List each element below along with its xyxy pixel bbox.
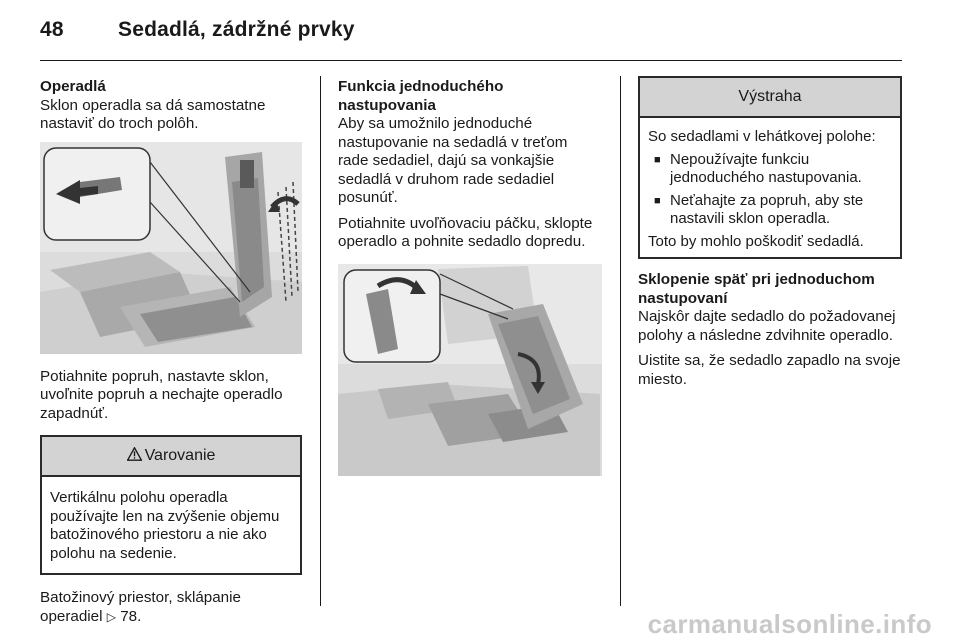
cross-reference: Batožinový priestor, sklápanie operadiel ▷ 78. [40,589,241,625]
section-heading: Operadlá [40,78,106,95]
paragraph: Najskôr dajte sedadlo do požadovanej polohy a následne zdvihnite operadlo. [638,308,896,344]
warning-text: Vertikálnu polohu operadla používajte len na zvýšenie objemu batožinového priestoru a nie ako polohu na sedenie. [50,489,280,562]
page-title: Sedadlá, zádržné prvky [118,18,355,41]
header-rule [40,60,902,61]
caution-title: Výstraha [640,78,900,118]
bullet-square-icon: ■ [654,153,661,166]
watermark: carmanualsonline.info [647,609,932,639]
paragraph: Aby sa umožnilo jednoduché nastupovanie na sedadlá v treťom rade sedadiel, dajú sa vonkajšie sedadlá v druhom rade sedadiel posunúť. [338,115,568,206]
warning-title: Varovanie [42,437,300,477]
page-number: 48 [40,18,64,41]
arrow-reference-icon: ▷ [106,609,116,624]
column-3 [638,76,902,389]
reference-page-link[interactable]: 78. [120,607,142,625]
bullet-square-icon: ■ [654,194,661,207]
paragraph: Potiahnite uvoľňovaciu páčku, sklopte operadlo a pohnite sedadlo dopredu. [338,214,593,250]
column-2 [338,78,602,476]
caution-outro: Toto by mohlo poškodiť sedadlá. [648,232,864,250]
caution-box [638,76,902,259]
paragraph: Sklon operadla sa dá samostatne nastaviť do troch polôh. [40,96,266,132]
bullet-item: ■ Nepoužívajte funkciu jednoduchého nastupovania. [648,151,892,188]
section-heading: Sklopenie späť pri jednoduchom nastupovaní [638,271,875,307]
column-1 [40,78,302,626]
column-divider-1 [320,76,321,606]
warning-box [40,435,302,575]
paragraph: Uistite sa, že sedadlo zapadlo na svoje miesto. [638,352,901,388]
warning-triangle-icon [127,447,142,461]
paragraph: Potiahnite popruh, nastavte sklon, uvoľnite popruh a nechajte operadlo zapadnúť. [40,367,283,422]
bullet-item: ■ Neťahajte za popruh, aby ste nastavili sklon operadla. [648,192,892,229]
caution-intro: So sedadlami v lehátkovej polohe: [648,128,876,145]
column-divider-2 [620,76,621,606]
seat-recline-illustration [40,142,302,354]
easy-entry-illustration [338,264,602,476]
page-header [40,18,355,42]
section-heading: Funkcia jednoduchého nastupovania [338,78,504,114]
